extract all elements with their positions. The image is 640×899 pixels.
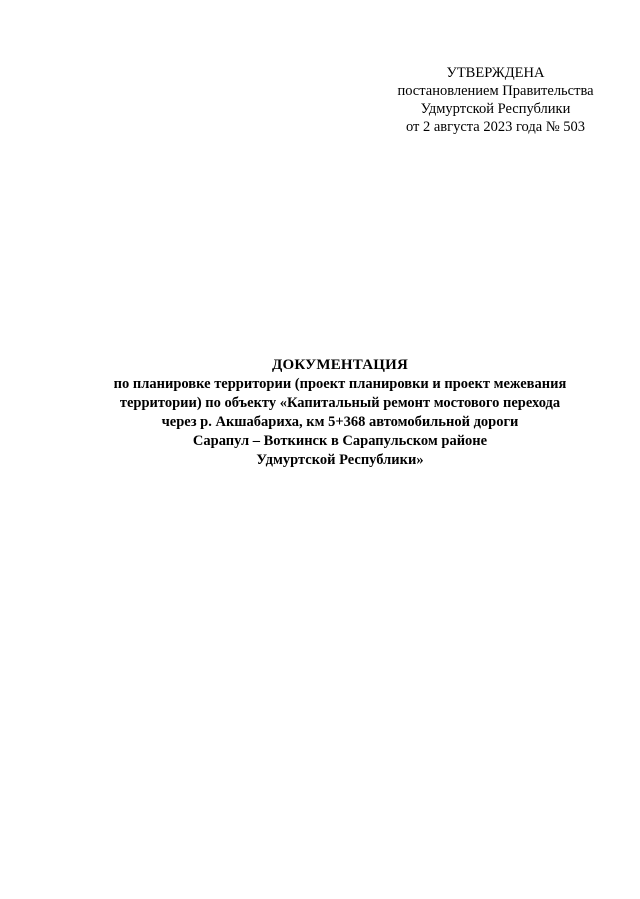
approval-line-republic: Удмуртской Республики <box>420 101 571 117</box>
subtitle-line: территории) по объекту «Капитальный ремонт мостового перехода <box>119 395 561 411</box>
subtitle-line: Удмуртской Республики» <box>256 452 424 468</box>
approval-line-resolution: постановлением Правительства <box>397 83 594 99</box>
approval-line-date: от 2 августа 2023 года № 503 <box>405 119 586 135</box>
subtitle-line: Сарапул – Воткинск в Сарапульском районе <box>192 433 488 449</box>
approval-status: УТВЕРЖДЕНА <box>446 65 545 81</box>
approval-stamp <box>388 64 603 136</box>
document-heading <box>60 356 620 470</box>
subtitle-line: по планировке территории (проект планировки и проект межевания <box>113 376 567 392</box>
document-subtitle <box>60 375 620 470</box>
subtitle-line: через р. Акшабариха, км 5+368 автомобильной дороги <box>161 414 519 430</box>
document-title: ДОКУМЕНТАЦИЯ <box>271 357 409 373</box>
